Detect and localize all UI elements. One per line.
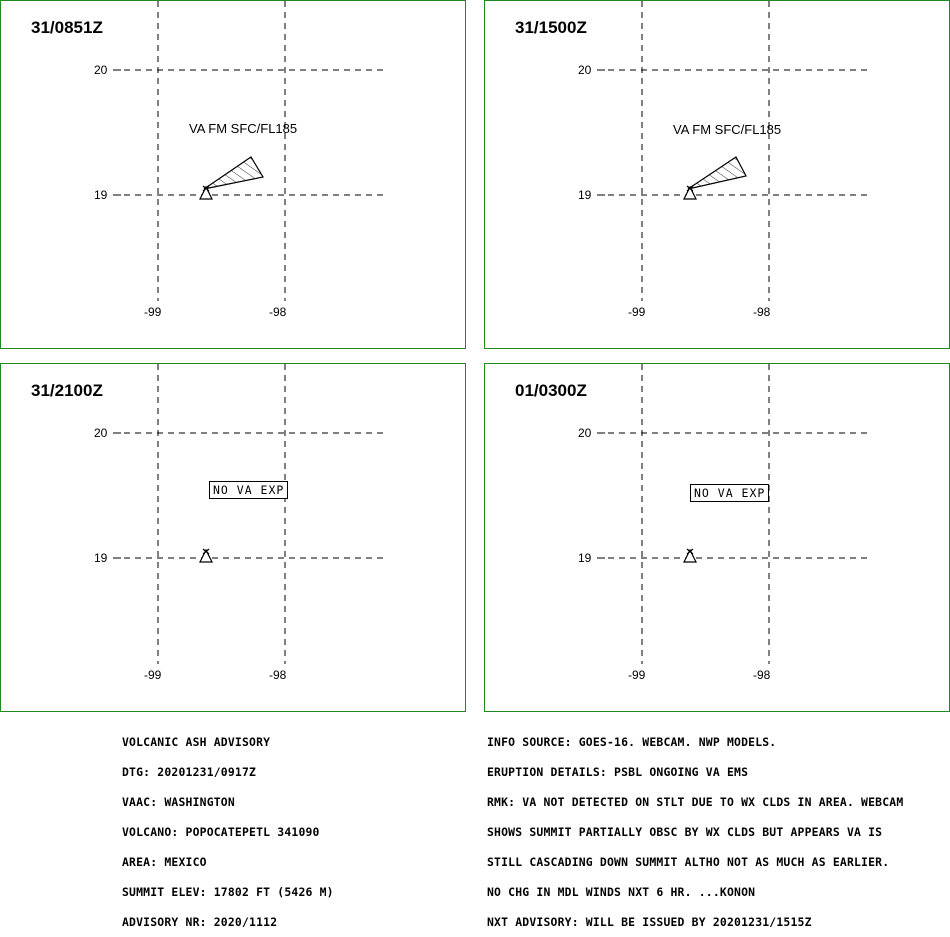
advisory-line: INFO SOURCE: GOES-16. WEBCAM. NWP MODELS. [487, 735, 777, 749]
advisory-details-text [487, 717, 903, 937]
advisory-line: AREA: MEXICO [122, 855, 207, 869]
forecast-panel-1 [0, 0, 466, 349]
lat-label-20: 20 [94, 63, 108, 77]
forecast-panel-2 [484, 0, 950, 349]
lat-label-19: 19 [578, 188, 592, 202]
lon-label-98: -98 [753, 305, 771, 319]
panel-time-title: 31/2100Z [31, 381, 103, 400]
lat-label-20: 20 [578, 63, 592, 77]
ash-cloud-label: VA FM SFC/FL185 [189, 121, 298, 136]
map-grid [1, 364, 467, 713]
lon-label-99: -99 [628, 668, 646, 682]
advisory-line: NXT ADVISORY: WILL BE ISSUED BY 20201231/1515Z [487, 915, 812, 929]
forecast-panel-3 [0, 363, 466, 712]
ash-cloud-polygon [688, 157, 746, 189]
map-grid [1, 1, 467, 350]
advisory-line: STILL CASCADING DOWN SUMMIT ALTHO NOT AS MUCH AS EARLIER. [487, 855, 890, 869]
map-grid [485, 364, 950, 713]
lon-label-99: -99 [628, 305, 646, 319]
lon-label-99: -99 [144, 668, 162, 682]
lon-label-99: -99 [144, 305, 162, 319]
no-va-expected-box: NO VA EXP [209, 481, 288, 499]
panel-time-title: 31/0851Z [31, 18, 103, 37]
advisory-line: DTG: 20201231/0917Z [122, 765, 257, 779]
advisory-line: SHOWS SUMMIT PARTIALLY OBSC BY WX CLDS BUT APPEARS VA IS [487, 825, 883, 839]
advisory-line: NO CHG IN MDL WINDS NXT 6 HR. ...KONON [487, 885, 756, 899]
lat-label-19: 19 [94, 551, 108, 565]
lon-label-98: -98 [269, 305, 287, 319]
map-grid [485, 1, 950, 350]
panel-time-title: 31/1500Z [515, 18, 587, 37]
lat-label-20: 20 [94, 426, 108, 440]
advisory-line: VOLCANIC ASH ADVISORY [122, 735, 271, 749]
advisory-line: RMK: VA NOT DETECTED ON STLT DUE TO WX CLDS IN AREA. WEBCAM [487, 795, 904, 809]
ash-cloud-label: VA FM SFC/FL185 [673, 122, 782, 137]
advisory-line: SUMMIT ELEV: 17802 FT (5426 M) [122, 885, 334, 899]
forecast-panel-4 [484, 363, 950, 712]
advisory-line: VOLCANO: POPOCATEPETL 341090 [122, 825, 320, 839]
advisory-line: VAAC: WASHINGTON [122, 795, 235, 809]
ash-cloud-polygon [204, 157, 263, 189]
lat-label-19: 19 [578, 551, 592, 565]
advisory-header-text [122, 717, 334, 937]
lon-label-98: -98 [269, 668, 287, 682]
lat-label-19: 19 [94, 188, 108, 202]
lon-label-98: -98 [753, 668, 771, 682]
lat-label-20: 20 [578, 426, 592, 440]
panel-time-title: 01/0300Z [515, 381, 587, 400]
advisory-line: ADVISORY NR: 2020/1112 [122, 915, 278, 929]
advisory-line: ERUPTION DETAILS: PSBL ONGOING VA EMS [487, 765, 749, 779]
no-va-expected-box: NO VA EXP [690, 484, 769, 502]
